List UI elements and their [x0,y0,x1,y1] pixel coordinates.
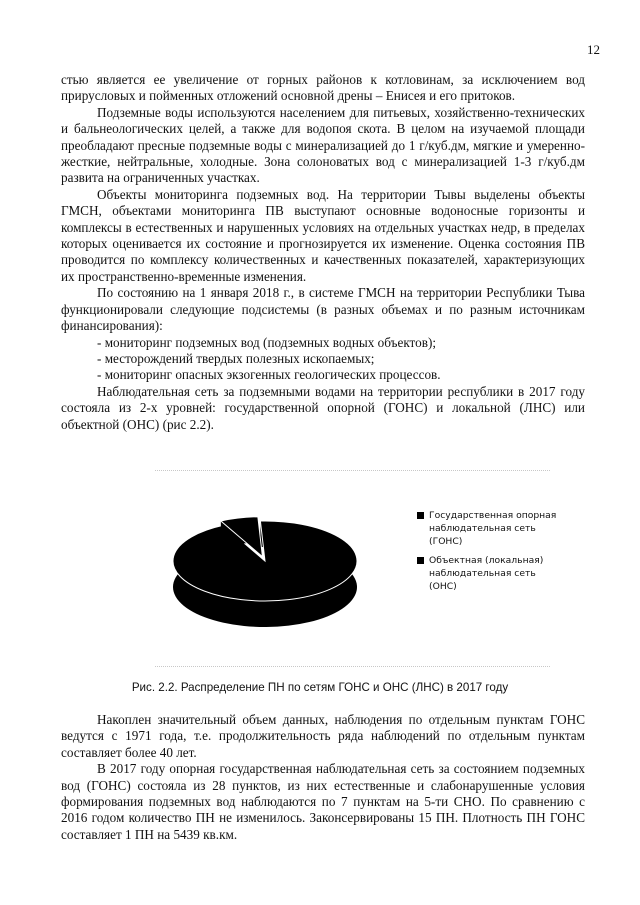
legend-label-ons: Объектная (локальная) наблюдательная сеть (ОНС) [429,555,544,592]
legend-entry-ons [417,554,557,593]
list-item: - месторождений твердых полезных ископаемых; [97,350,375,366]
legend-entry-gons [417,509,557,548]
legend-swatch-icon [417,557,424,564]
paragraph-gons-2017: В 2017 году опорная государственная наблюдательная сеть за состоянием подземных вод (ГОНС) состояла из 28 пунктов, из них естественные и слабонарушенные условия формирования подземных вод наблюдаются по 7 пунктам на 5-ти СНО. По сравнению с 2016 годом количество ПН не изменилось. Законсервированы 15 ПН. Плотность ПН ГОНС составляет 1 ПН на 5439 кв.км. [61,761,585,842]
pie-chart-figure [155,470,557,667]
top-text-block [61,72,585,433]
list-item: - мониторинг подземных вод (подземных водных объектов); [97,334,437,350]
pie-slice [173,521,357,601]
paragraph-network-levels: Наблюдательная сеть за подземными водами на территории республики в 2017 году состояла из 2-х уровней: государственной опорной (ГОНС) и локальной (ЛНС) или объектной (ОНС) (рис 2.2). [61,383,585,432]
paragraph-data-volume: Накоплен значительный объем данных, наблюдения по отдельным пунктам ГОНС ведутся с 1971 года, т.е. продолжительность ряда наблюдений по отдельным пунктам составляет более 40 лет. [61,712,585,760]
bottom-text-block [61,712,585,843]
chart-legend [417,509,557,599]
paragraph-monitoring-objects: Объекты мониторинга подземных вод. На территории Тывы выделены объекты ГМСН, объектами мониторинга ПВ выступают основные водоносные горизонты и комплексы в естественных и нарушенных условиях на отдельных участках недр, в пределах которых оценивается их состояние и прогнозируется их изменение. Оценка состояния ПВ проводится по комплексу количественных и качественных показателей, характеризующих их пространственно-временные изменения. [61,186,585,284]
legend-label-gons: Государственная опорная наблюдательная сеть (ГОНС) [429,510,557,547]
legend-swatch-icon [417,512,424,519]
paragraph-subsystems-intro: По состоянию на 1 января 2018 г., в системе ГМСН на территории Республики Тыва функционировали следующие подсистемы (в разных объемах и по разным источникам финансирования): [61,285,585,334]
paragraph-continuation: стью является ее увеличение от горных районов к котловинам, за исключением вод прирусловых и пойменных отложений основной дрены – Енисея и его притоков. [61,72,585,104]
page-number: 12 [587,42,600,57]
figure-caption: Рис. 2.2. Распределение ПН по сетям ГОНС и ОНС (ЛНС) в 2017 году [131,681,509,694]
list-item: - мониторинг опасных экзогенных геологических процессов. [97,367,441,383]
paragraph-groundwater-use: Подземные воды используются населением для питьевых, хозяйственно-технических и бальнеологических целей, а также для водопоя скота. В целом на изучаемой площади преобладают пресные подземные воды с минерализацией до 1 г/куб.дм, мягкие и умеренно-жесткие, нейтральные, холодные. Зона солоноватых вод с минерализацией 1-3 г/куб.дм развита на ограниченных участках. [61,104,585,186]
